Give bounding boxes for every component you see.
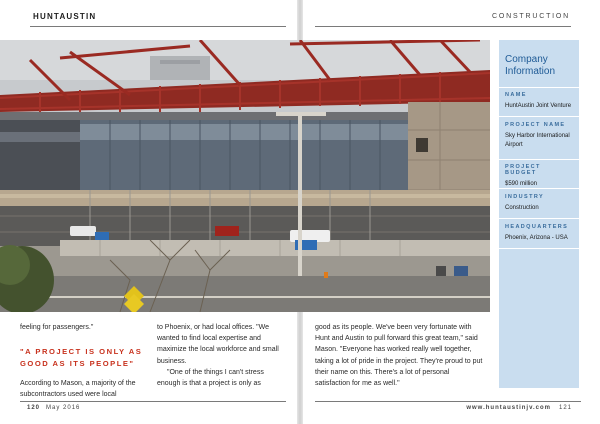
paragraph: feeling for passengers." [20, 324, 94, 331]
paragraph: According to Mason, a majority of the subcontractors used were local [20, 380, 136, 399]
info-item-project-budget [505, 164, 575, 189]
sidebar-title: Company Information [505, 54, 556, 77]
info-label: NAME [505, 92, 527, 98]
article-column-3 [315, 322, 485, 389]
info-value: Phoenix, Arizona - USA [505, 235, 568, 241]
brand-logo [33, 12, 96, 21]
page-number-right: 121 [558, 405, 572, 411]
info-label: HEADQUARTERS [505, 224, 569, 230]
footer-rule-right [315, 401, 581, 402]
paragraph: to Phoenix, or had local offices. "We wanted to find local expertise and maximize the local workforce and small business. [157, 324, 279, 365]
issue-date: May 2016 [46, 405, 81, 411]
info-value: Sky Harbor International Airport [505, 133, 570, 148]
info-label: PROJECT BUDGET [505, 164, 541, 176]
info-item-industry [505, 194, 575, 213]
paragraph: "One of the things I can't stress enough is that a project is only as [157, 368, 264, 388]
sidebar-divider [499, 218, 579, 219]
article-column-1 [20, 322, 148, 333]
sidebar-divider [499, 87, 579, 88]
section-name: CONSTRUCTION [492, 13, 570, 20]
footer-rule-left [20, 401, 286, 402]
info-item-project-name [505, 122, 575, 150]
info-item-headquarters [505, 224, 575, 243]
page-number-left: 120 [27, 405, 41, 411]
footer-left [27, 405, 80, 411]
info-value: $590 million [505, 181, 538, 187]
info-label: PROJECT NAME [505, 122, 566, 128]
sidebar-divider [499, 248, 579, 249]
construction-photo [0, 40, 490, 312]
pull-quote: "A PROJECT IS ONLY AS GOOD AS ITS PEOPLE" [20, 347, 143, 368]
paragraph: good as its people. We've been very fortunate with Hunt and Austin to pull forward this great team," said Mason. "Everyone has worked really well together, taking a lot of pride in the project. They're proud to put their name on this. There's a lot of personal satisfaction for me as well." [315, 324, 483, 388]
website-link[interactable]: www.huntaustinjv.com [466, 405, 551, 411]
article-column-1-continued [20, 378, 148, 400]
info-label: INDUSTRY [505, 194, 545, 200]
sidebar-divider [499, 188, 579, 189]
company-info-sidebar [499, 40, 579, 388]
info-value: HuntAustin Joint Venture [505, 103, 572, 109]
info-value: Construction [505, 205, 539, 211]
header-rule-left [30, 26, 286, 27]
sidebar-divider [499, 116, 579, 117]
footer-right [466, 405, 572, 411]
sidebar-divider [499, 159, 579, 160]
header-rule-right [315, 26, 571, 27]
brand-primary: HUNT [33, 12, 60, 21]
article-column-2 [157, 322, 285, 389]
brand-secondary: AUSTIN [59, 12, 97, 21]
info-item-name [505, 92, 575, 111]
